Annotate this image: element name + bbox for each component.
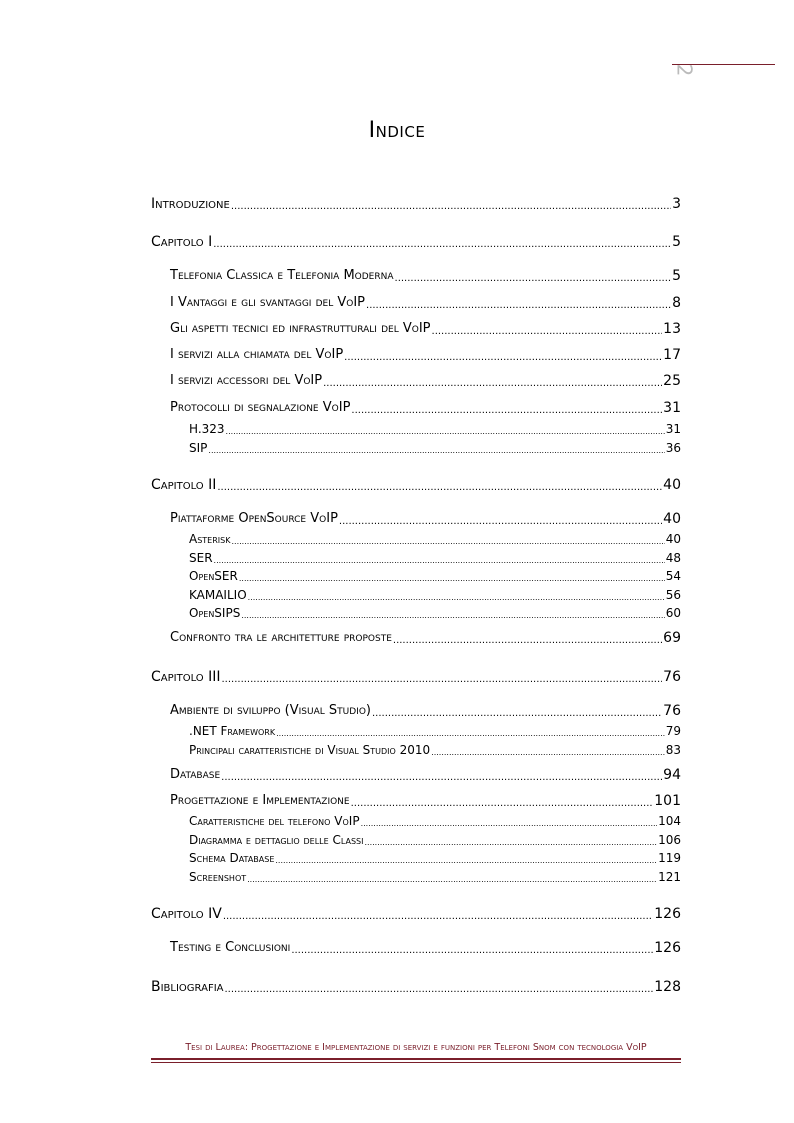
toc-entry-database[interactable]	[170, 766, 681, 784]
toc-page-number: 79	[665, 724, 681, 738]
toc-page-number: 60	[665, 606, 681, 620]
toc-leader-dots	[372, 707, 662, 720]
toc-entry-label: Capitolo II	[151, 477, 217, 493]
toc-entry-schema-database[interactable]	[189, 850, 681, 866]
toc-leader-dots	[351, 404, 662, 417]
toc-entry-ser[interactable]	[189, 550, 681, 566]
toc-entry-label: .NET Framework	[189, 724, 276, 738]
toc-entry-label: OpenSER	[189, 569, 238, 583]
toc-entry-label: Telefonia Classica e Telefonia Moderna	[170, 268, 394, 283]
page-title: Indice	[368, 118, 426, 143]
toc-page-number: 121	[658, 870, 681, 884]
toc-page-number: 40	[663, 477, 681, 493]
toc-entry-label: Confronto tra le architetture proposte	[170, 630, 392, 645]
footer-rule-thick	[151, 1058, 681, 1060]
toc-entry-label: Gli aspetti tecnici ed infrastrutturali del VoIP	[170, 321, 431, 336]
toc-entry-label: I Vantaggi e gli svantaggi del VoIP	[170, 295, 366, 310]
toc-leader-dots	[276, 728, 665, 739]
toc-entry-label: Caratteristiche del telefono VoIP	[189, 814, 360, 828]
toc-leader-dots	[393, 634, 662, 647]
toc-entry-testing[interactable]	[170, 939, 681, 957]
toc-page-number: 56	[665, 588, 681, 602]
toc-page-number: 25	[663, 373, 681, 389]
toc-page-number: 13	[663, 321, 681, 337]
toc-entry-label: SIP	[189, 441, 208, 455]
toc-leader-dots	[231, 536, 664, 547]
toc-entry-label: Diagramma e dettaglio delle Classi	[189, 833, 364, 847]
toc-leader-dots	[247, 874, 657, 885]
toc-entry-piattaforme[interactable]	[170, 510, 681, 528]
toc-leader-dots	[217, 481, 662, 495]
toc-leader-dots	[248, 592, 665, 603]
toc-entry-opensips[interactable]	[189, 605, 681, 621]
toc-leader-dots	[221, 771, 662, 784]
toc-entry-label: Testing e Conclusioni	[170, 940, 291, 955]
toc-page-number: 104	[658, 814, 681, 828]
toc-entry-label: Database	[170, 767, 221, 782]
toc-entry-screenshot[interactable]	[189, 869, 681, 885]
toc-entry-label: Bibliografia	[151, 979, 224, 995]
toc-entry-label: Schema Database	[189, 851, 275, 865]
toc-leader-dots	[344, 351, 662, 364]
toc-leader-dots	[351, 797, 654, 810]
toc-page-number: 101	[654, 793, 681, 809]
toc-page-number: 69	[663, 630, 681, 646]
toc-entry-label: SER	[189, 551, 213, 565]
toc-page-number: 40	[665, 532, 681, 546]
toc-leader-dots	[431, 747, 665, 758]
toc-entry-label: Principali caratteristiche di Visual Studio 2010	[189, 743, 431, 757]
toc-page-number: 3	[672, 196, 681, 212]
toc-entry-label: Piattaforme OpenSource VoIP	[170, 511, 338, 526]
toc-page-number: 94	[663, 767, 681, 783]
toc-entry-confronto[interactable]	[170, 629, 681, 647]
toc-page-number: 54	[665, 569, 681, 583]
toc-entry-ambiente[interactable]	[170, 702, 681, 720]
toc-entry-label: I servizi accessori del VoIP	[170, 373, 323, 388]
toc-page-number: 126	[654, 906, 681, 922]
toc-leader-dots	[361, 818, 658, 829]
toc-entry-label: OpenSIPS	[189, 606, 241, 620]
toc-entry-servizi-chiamata[interactable]	[170, 346, 681, 364]
toc-leader-dots	[214, 555, 665, 566]
toc-entry-introduzione[interactable]	[151, 194, 681, 214]
toc-page-number: 119	[658, 851, 681, 865]
toc-leader-dots	[339, 515, 662, 528]
toc-leader-dots	[366, 299, 671, 312]
toc-leader-dots	[365, 837, 658, 848]
toc-page-number: 76	[663, 703, 681, 719]
toc-entry-net-framework[interactable]	[189, 723, 681, 739]
toc-leader-dots	[213, 238, 671, 252]
toc-page-number: 106	[658, 833, 681, 847]
toc-page-number: 5	[672, 234, 681, 250]
toc-leader-dots	[226, 426, 665, 437]
toc-entry-label: Capitolo III	[151, 669, 221, 685]
toc-page-number: 40	[663, 511, 681, 527]
toc-leader-dots	[241, 610, 664, 621]
toc-page-number: 17	[663, 347, 681, 363]
toc-leader-dots	[223, 910, 653, 924]
toc-leader-dots	[224, 983, 653, 997]
toc-entry-label: I servizi alla chiamata del VoIP	[170, 347, 344, 362]
toc-entry-label: Ambiente di sviluppo (Visual Studio)	[170, 703, 371, 718]
toc-page-number: 128	[654, 979, 681, 995]
footer-caption: Tesi di Laurea: Progettazione e Implementazione di servizi e funzioni per Telefoni Snom con tecnologia VoIP	[185, 1042, 647, 1053]
toc-entry-label: H.323	[189, 422, 225, 436]
toc-entry-label: Protocolli di segnalazione VoIP	[170, 400, 351, 415]
toc-entry-vantaggi[interactable]	[170, 294, 681, 312]
toc-entry-progettazione[interactable]	[170, 792, 681, 810]
toc-entry-capitolo-2[interactable]	[151, 475, 681, 495]
toc-leader-dots	[395, 272, 672, 285]
toc-page-number: 8	[672, 295, 681, 311]
toc-leader-dots	[222, 673, 663, 687]
toc-leader-dots	[323, 377, 662, 390]
toc-entry-openser[interactable]	[189, 568, 681, 584]
toc-page-number: 36	[665, 441, 681, 455]
toc-entry-caratteristiche-vs[interactable]	[189, 742, 681, 758]
toc-entry-label: Capitolo I	[151, 234, 213, 250]
toc-entry-label: Capitolo IV	[151, 906, 222, 922]
toc-entry-protocolli[interactable]	[170, 399, 681, 417]
toc-page-number: 5	[672, 268, 681, 284]
toc-entry-asterisk[interactable]	[189, 531, 681, 547]
toc-page-number: 48	[665, 551, 681, 565]
toc-leader-dots	[275, 855, 657, 866]
toc-entry-kamailio[interactable]	[189, 587, 681, 603]
toc-entry-diagramma[interactable]	[189, 832, 681, 848]
toc-entry-sip[interactable]	[189, 440, 681, 456]
toc-entry-label: Progettazione e Implementazione	[170, 793, 350, 808]
toc-entry-capitolo-1[interactable]	[151, 232, 681, 252]
page-number: 2	[672, 63, 697, 77]
toc-entry-aspetti-tecnici[interactable]	[170, 320, 681, 338]
toc-entry-label: Introduzione	[151, 196, 230, 212]
toc-page-number: 31	[663, 400, 681, 416]
toc-leader-dots	[432, 325, 663, 338]
footer-rule-thin	[151, 1062, 681, 1063]
toc-entry-label: Screenshot	[189, 870, 247, 884]
toc-entry-capitolo-3[interactable]	[151, 667, 681, 687]
toc-page-number: 76	[663, 669, 681, 685]
toc-entry-label: KAMAILIO	[189, 588, 247, 602]
toc-page-number: 31	[665, 422, 681, 436]
toc-page-number: 126	[654, 940, 681, 956]
toc-entry-bibliografia[interactable]	[151, 977, 681, 997]
toc-leader-dots	[239, 573, 665, 584]
toc-entry-h323[interactable]	[189, 421, 681, 437]
toc-entry-capitolo-4[interactable]	[151, 904, 681, 924]
toc-entry-label: Asterisk	[189, 532, 231, 546]
toc-entry-servizi-accessori[interactable]	[170, 372, 681, 390]
toc-leader-dots	[231, 200, 671, 214]
toc-entry-telefonia[interactable]	[170, 267, 681, 285]
toc-leader-dots	[208, 445, 664, 456]
toc-entry-caratteristiche-telefono[interactable]	[189, 813, 681, 829]
toc-page-number: 83	[665, 743, 681, 757]
toc-leader-dots	[291, 944, 653, 957]
